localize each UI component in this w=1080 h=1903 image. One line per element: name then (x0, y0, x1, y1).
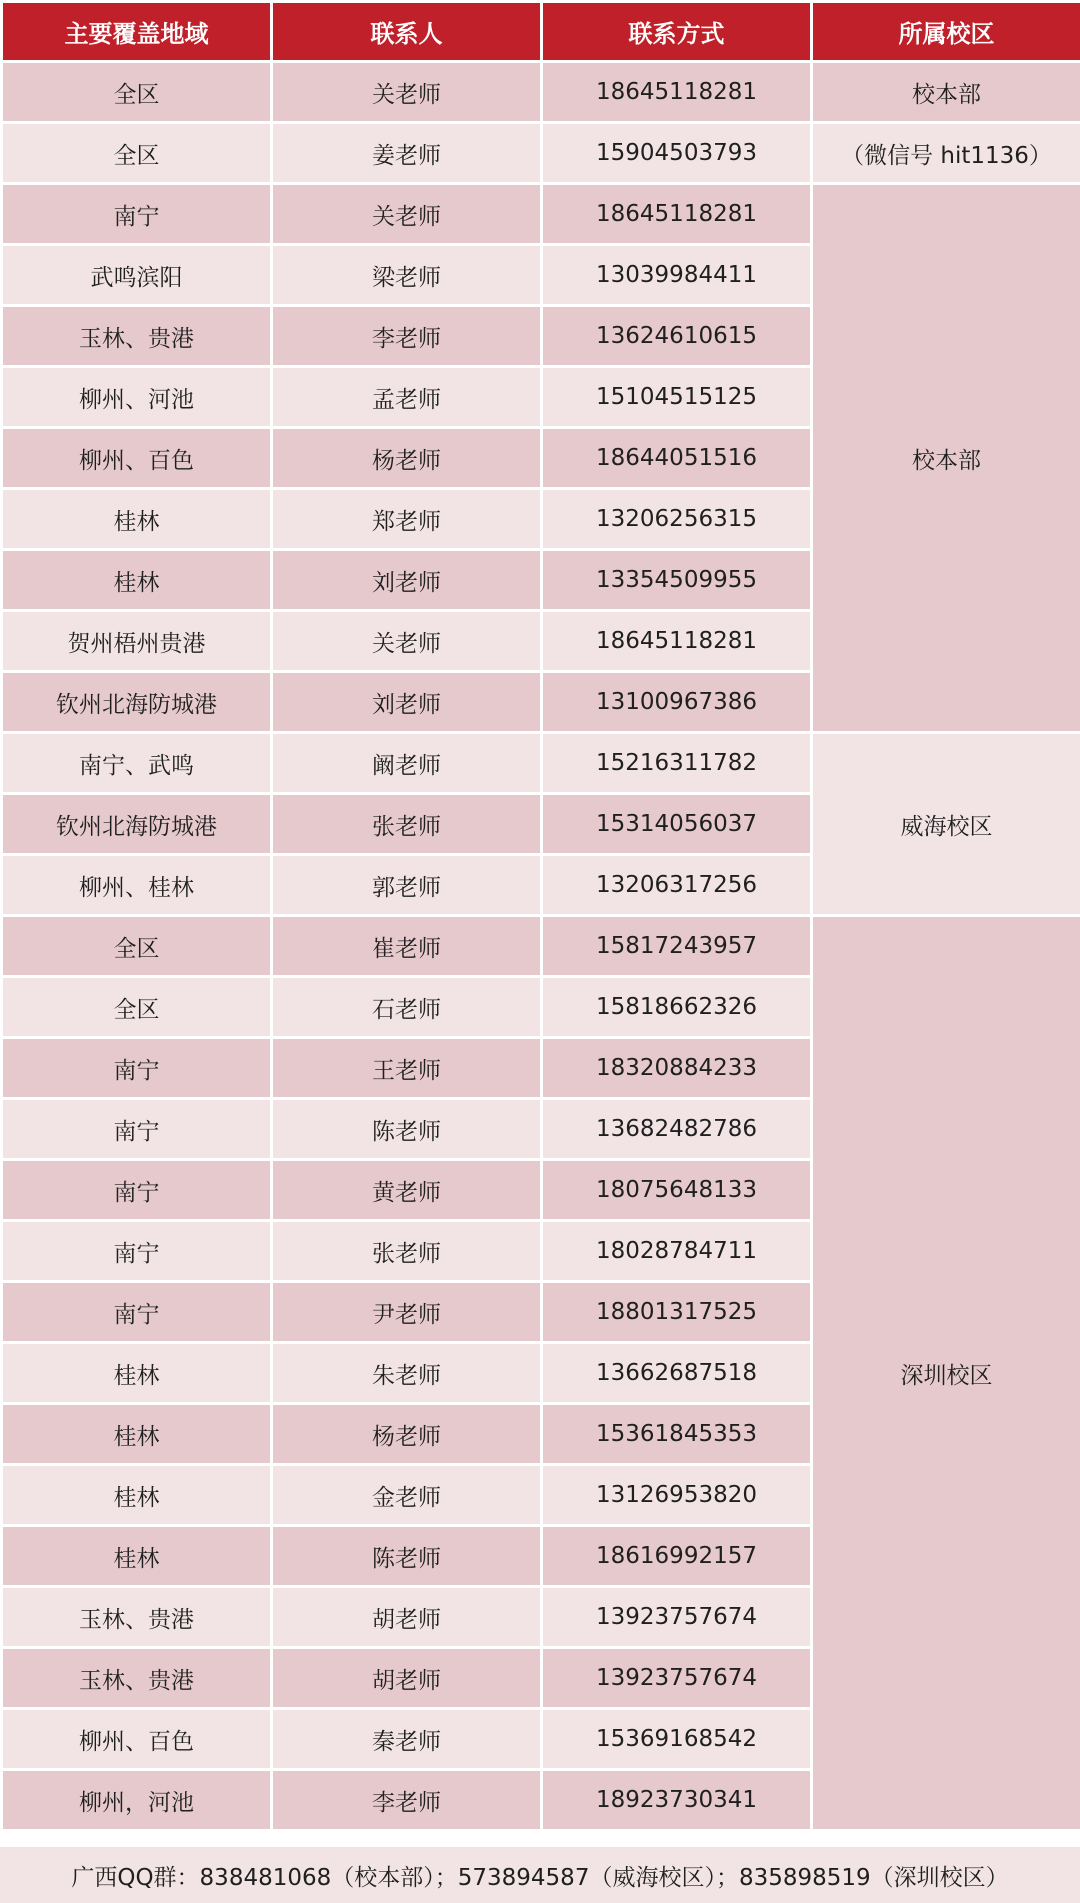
phone-cell: 13682482786 (542, 1099, 812, 1160)
campus-group-cell: 校本部 (812, 184, 1080, 733)
region-cell: 全区 (2, 916, 272, 977)
phone-cell: 13039984411 (542, 245, 812, 306)
region-cell: 全区 (2, 62, 272, 123)
campus-group-cell: 深圳校区 (812, 916, 1080, 1831)
campus-cell: 校本部 (812, 62, 1080, 123)
phone-cell: 13126953820 (542, 1465, 812, 1526)
region-cell: 桂林 (2, 1526, 272, 1587)
contact-cell: 郭老师 (272, 855, 542, 916)
contact-cell: 姜老师 (272, 123, 542, 184)
region-cell: 南宁 (2, 1038, 272, 1099)
phone-cell: 18645118281 (542, 62, 812, 123)
region-cell: 南宁 (2, 1221, 272, 1282)
header-phone: 联系方式 (542, 2, 812, 62)
phone-cell: 18645118281 (542, 611, 812, 672)
contact-cell: 朱老师 (272, 1343, 542, 1404)
contact-cell: 黄老师 (272, 1160, 542, 1221)
table-row (2, 916, 1080, 977)
contact-cell: 关老师 (272, 184, 542, 245)
contact-cell: 张老师 (272, 794, 542, 855)
region-cell: 南宁 (2, 1160, 272, 1221)
contact-cell: 金老师 (272, 1465, 542, 1526)
region-cell: 桂林 (2, 1404, 272, 1465)
phone-cell: 13923757674 (542, 1648, 812, 1709)
contact-cell: 李老师 (272, 1770, 542, 1831)
table-row (2, 62, 1080, 123)
phone-cell: 15817243957 (542, 916, 812, 977)
phone-cell: 18644051516 (542, 428, 812, 489)
phone-cell: 18320884233 (542, 1038, 812, 1099)
region-cell: 玉林、贵港 (2, 306, 272, 367)
phone-cell: 18801317525 (542, 1282, 812, 1343)
header-campus: 所属校区 (812, 2, 1080, 62)
region-cell: 武鸣滨阳 (2, 245, 272, 306)
contact-cell: 杨老师 (272, 1404, 542, 1465)
region-cell: 玉林、贵港 (2, 1648, 272, 1709)
region-cell: 南宁 (2, 1282, 272, 1343)
phone-cell: 13662687518 (542, 1343, 812, 1404)
region-cell: 全区 (2, 977, 272, 1038)
contact-cell: 阚老师 (272, 733, 542, 794)
contact-cell: 秦老师 (272, 1709, 542, 1770)
region-cell: 桂林 (2, 489, 272, 550)
region-cell: 柳州、桂林 (2, 855, 272, 916)
contact-cell: 王老师 (272, 1038, 542, 1099)
region-cell: 南宁 (2, 1099, 272, 1160)
header-region: 主要覆盖地域 (2, 2, 272, 62)
contact-cell: 郑老师 (272, 489, 542, 550)
phone-cell: 15216311782 (542, 733, 812, 794)
phone-cell: 13206256315 (542, 489, 812, 550)
region-cell: 贺州梧州贵港 (2, 611, 272, 672)
contact-cell: 梁老师 (272, 245, 542, 306)
phone-cell: 18616992157 (542, 1526, 812, 1587)
contact-cell: 刘老师 (272, 550, 542, 611)
phone-cell: 15361845353 (542, 1404, 812, 1465)
contact-cell: 尹老师 (272, 1282, 542, 1343)
contact-cell: 陈老师 (272, 1526, 542, 1587)
table-body (2, 62, 1080, 1831)
phone-cell: 15369168542 (542, 1709, 812, 1770)
contact-cell: 胡老师 (272, 1587, 542, 1648)
contact-cell: 刘老师 (272, 672, 542, 733)
contact-cell: 陈老师 (272, 1099, 542, 1160)
region-cell: 柳州、百色 (2, 1709, 272, 1770)
table-row (2, 733, 1080, 794)
table-header-row (2, 2, 1080, 62)
region-cell: 玉林、贵港 (2, 1587, 272, 1648)
phone-cell: 15818662326 (542, 977, 812, 1038)
contact-cell: 胡老师 (272, 1648, 542, 1709)
region-cell: 柳州、百色 (2, 428, 272, 489)
region-cell: 柳州，河池 (2, 1770, 272, 1831)
phone-cell: 18923730341 (542, 1770, 812, 1831)
header-contact: 联系人 (272, 2, 542, 62)
phone-cell: 13206317256 (542, 855, 812, 916)
campus-cell: （微信号 hit1136） (812, 123, 1080, 184)
region-cell: 南宁 (2, 184, 272, 245)
region-cell: 桂林 (2, 1343, 272, 1404)
contact-cell: 杨老师 (272, 428, 542, 489)
contact-cell: 石老师 (272, 977, 542, 1038)
qq-group-footer: 广西QQ群：838481068（校本部）；573894587（威海校区）；835898519（深圳校区） (0, 1844, 1080, 1903)
phone-cell: 13923757674 (542, 1587, 812, 1648)
region-cell: 桂林 (2, 550, 272, 611)
phone-cell: 13100967386 (542, 672, 812, 733)
phone-cell: 15104515125 (542, 367, 812, 428)
phone-cell: 18075648133 (542, 1160, 812, 1221)
region-cell: 钦州北海防城港 (2, 794, 272, 855)
contact-cell: 李老师 (272, 306, 542, 367)
contact-cell: 关老师 (272, 611, 542, 672)
phone-cell: 15314056037 (542, 794, 812, 855)
phone-cell: 18645118281 (542, 184, 812, 245)
region-cell: 桂林 (2, 1465, 272, 1526)
contact-cell: 关老师 (272, 62, 542, 123)
region-cell: 全区 (2, 123, 272, 184)
phone-cell: 18028784711 (542, 1221, 812, 1282)
campus-group-cell: 威海校区 (812, 733, 1080, 916)
phone-cell: 13354509955 (542, 550, 812, 611)
contact-cell: 张老师 (272, 1221, 542, 1282)
phone-cell: 15904503793 (542, 123, 812, 184)
region-cell: 南宁、武鸣 (2, 733, 272, 794)
phone-cell: 13624610615 (542, 306, 812, 367)
table-row (2, 184, 1080, 245)
region-cell: 柳州、河池 (2, 367, 272, 428)
region-cell: 钦州北海防城港 (2, 672, 272, 733)
table-row (2, 123, 1080, 184)
contact-cell: 崔老师 (272, 916, 542, 977)
contact-cell: 孟老师 (272, 367, 542, 428)
